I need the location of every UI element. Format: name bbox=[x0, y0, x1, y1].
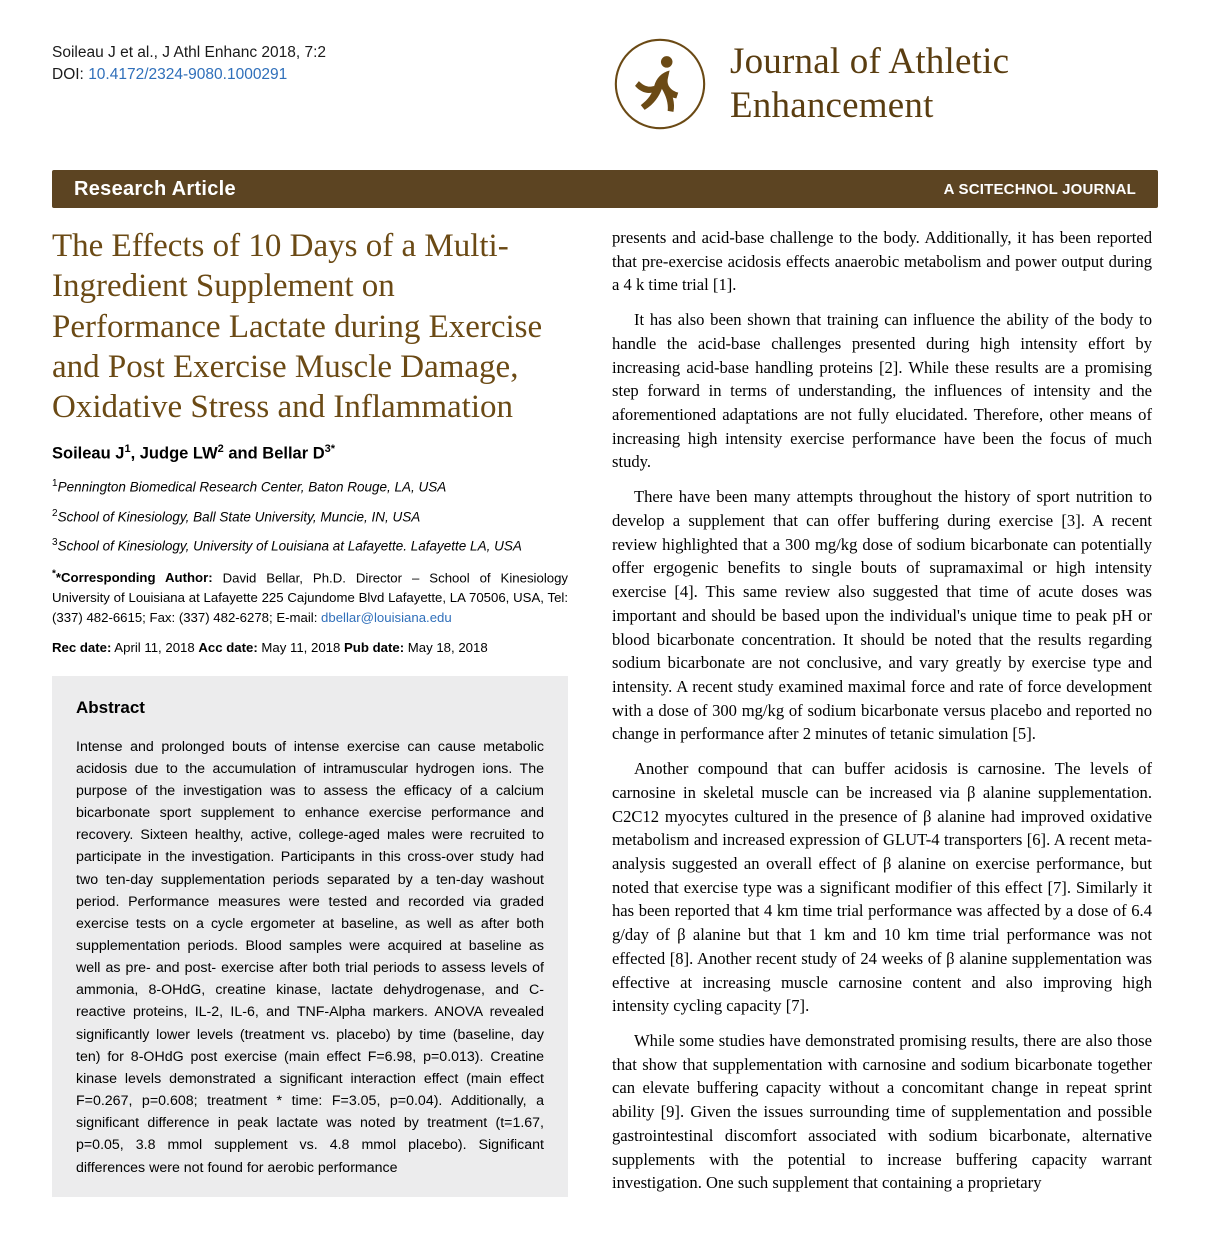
left-column bbox=[52, 226, 568, 1206]
body-paragraph: Another compound that can buffer acidosis is carnosine. The levels of carnosine in skeletal muscle can be increased via β alanine supplementation. C2C12 myocytes cultured in the presence of β alanine had improved oxidative metabolism and increased expression of GLUT-4 transporters [6]. A recent meta-analysis suggested an overall effect of β alanine on exercise performance, but noted that exercise type was a significant modifier of this effect [7]. Similarly it has been reported that 4 km time trial performance was affected by a dose of 6.4 g/day of β alanine but that 1 km and 10 km time trial performance was not effected [8]. Another recent study of 24 weeks of β alanine supplementation was effective at increasing muscle carnosine content and also improving high intensity cycling capacity [7]. bbox=[612, 759, 1152, 1016]
corresponding-author: **Corresponding Author: David Bellar, Ph.D. Director – School of Kinesiology University of Louisiana at Lafayette 225 Cajundome Blvd Lafayette, LA 70506, USA, Tel: (337) 482-6615; Fax: (337) 482-6278; E-mail: dbellar@louisiana.edu bbox=[52, 569, 569, 625]
abstract-heading: Abstract bbox=[76, 697, 145, 717]
body-paragraph: presents and acid-base challenge to the body. Additionally, it has been reported that pre-exercise acidosis effects anaerobic metabolism and power output during a 4 k time trial [1]. bbox=[612, 228, 1152, 295]
affiliation-1: $^1$Pennington Biomedical Research Center, Baton Rouge, LA, USA bbox=[52, 477, 447, 495]
corresponding-author-email[interactable]: dbellar@louisiana.edu bbox=[321, 609, 452, 625]
publisher-label: A SCITECHNOL JOURNAL bbox=[943, 180, 1136, 198]
journal-branding bbox=[612, 36, 1009, 132]
page-title: The Effects of 10 Days of a Multi-Ingredient Supplement on Performance Lactate during Exercise and Post Exercise Muscle Damage, Oxidative Stress and Inflammation bbox=[52, 228, 543, 425]
journal-title-line1: Journal of Athletic bbox=[730, 41, 1010, 83]
corresponding-author-text: David Bellar, Ph.D. Director – School of Kinesiology University of Louisiana at Lafayette 225 Cajundome Blvd Lafayette, LA 70506, USA, Tel: (337) 482-6615; Fax: (337) 482-6278; E-mail: bbox=[52, 570, 569, 625]
rec-date-label: Rec date: bbox=[52, 639, 112, 655]
right-column bbox=[612, 226, 1152, 1206]
body-paragraph: There have been many attempts throughout the history of sport nutrition to develop a supplement that can offer buffering during exercise [3]. A recent review highlighted that a 300 mg/kg dose of sodium bicarbonate can potentially offer ergogenic benefits to single bouts of supramaximal or high intensity exercise [4]. This same review also suggested that time of acute doses was important and should be based upon the individual's unique time to peak pH or blood bicarbonate concentration. It should be noted that the results regarding sodium bicarbonate are not conclusive, and vary greatly by exercise type and intensity. A recent study examined maximal force and rate of force development with a dose of 300 mg/kg of sodium bicarbonate versus placebo and reported no change in performance after 2 minutes of tetanic simulation [5]. bbox=[612, 487, 1152, 744]
article-type-bar bbox=[52, 170, 1158, 208]
affiliation-3: $^3$School of Kinesiology, University of Louisiana at Lafayette. Lafayette LA, USA bbox=[52, 537, 522, 554]
author-list: Soileau $J^1$, Judge $LW^2$ and Bellar $D^{3*}$ bbox=[52, 443, 336, 463]
rec-date-value: April 11, 2018 bbox=[111, 639, 199, 655]
running-athlete-logo-icon bbox=[612, 36, 708, 132]
abstract-text: Intense and prolonged bouts of intense exercise can cause metabolic acidosis due to the accumulation of intramuscular hydrogen ions. The purpose of the investigation was to assess the efficacy of a calcium bicarbonate sport supplement to enhance exercise performance and recovery. Sixteen healthy, active, college-aged males were recruited to participate in the investigation. Participants in this cross-over study had two ten-day supplementation periods separated by a ten-day washout period. Performance measures were tested and recorded via graded exercise tests on a cycle ergometer at baseline, as well as after both supplementation periods. Blood samples were acquired at baseline as well as pre- and post- exercise after both trial periods to assess levels of ammonia, 8-OHdG, creatine kinase, lactate dehydrogenase, and C-reactive proteins, IL-2, IL-6, and TNF-Alpha markers. ANOVA revealed significantly lower levels (treatment vs. placebo) by time (baseline, day ten) for 8-OHdG post exercise (main effect F=6.98, p=0.013). Creatine kinase levels demonstrated a significant interaction effect (main effect F=0.267, p=0.608; treatment * time: F=3.05, p=0.04). Additionally, a significant difference in peak lactate was noted by treatment (t=1.67, p=0.05, 3.8 mmol supplement vs. 4.8 mmol placebo). Significant differences were not found for aerobic performance bbox=[76, 738, 544, 1176]
journal-title-line2: Enhancement bbox=[730, 85, 934, 126]
corresponding-author-label: *Corresponding Author: bbox=[55, 570, 213, 586]
pub-date-label: Pub date: bbox=[344, 639, 405, 655]
article-type-label: Research Article bbox=[74, 177, 236, 200]
doi-link[interactable]: 10.4172/2324-9080.1000291 bbox=[88, 66, 288, 84]
page-header bbox=[0, 0, 1210, 160]
body-paragraph: It has also been shown that training can influence the ability of the body to handle the acid-base challenges presented during high intensity effort by increasing acid-base handling proteins [2]. While these results are a promising step forward in terms of understanding, the influences of intensity and the aforementioned adaptations are not fully elucidated. Therefore, other means of increasing high intensity exercise performance have been the focus of much study. bbox=[612, 310, 1152, 472]
header-citation-block bbox=[52, 36, 572, 87]
abstract-section bbox=[52, 676, 568, 1197]
acc-date-label: Acc date: bbox=[198, 639, 258, 655]
journal-title bbox=[730, 40, 1009, 127]
doi-label: DOI: bbox=[52, 66, 84, 84]
affiliation-2: $^2$School of Kinesiology, Ball State University, Muncie, IN, USA bbox=[52, 507, 421, 524]
pub-date-value: May 18, 2018 bbox=[404, 639, 488, 655]
citation-line: Soileau J et al., J Athl Enhanc 2018, 7:2 bbox=[52, 44, 327, 61]
acc-date-value: May 11, 2018 bbox=[257, 639, 345, 655]
doi-line bbox=[52, 64, 572, 86]
content-columns bbox=[0, 208, 1210, 1206]
body-paragraph: While some studies have demonstrated promising results, there are also those that show that supplementation with carnosine and sodium bicarbonate together can elevate buffering capacity without a concomitant change in repeat sprint ability [9]. Given the issues surrounding time of supplementation and possible gastrointestinal discomfort associated with sodium bicarbonate, alternative supplements with the potential to increase buffering capacity warrant investigation. One such supplement that containing a proprietary bbox=[612, 1031, 1152, 1193]
publication-dates bbox=[52, 638, 568, 658]
